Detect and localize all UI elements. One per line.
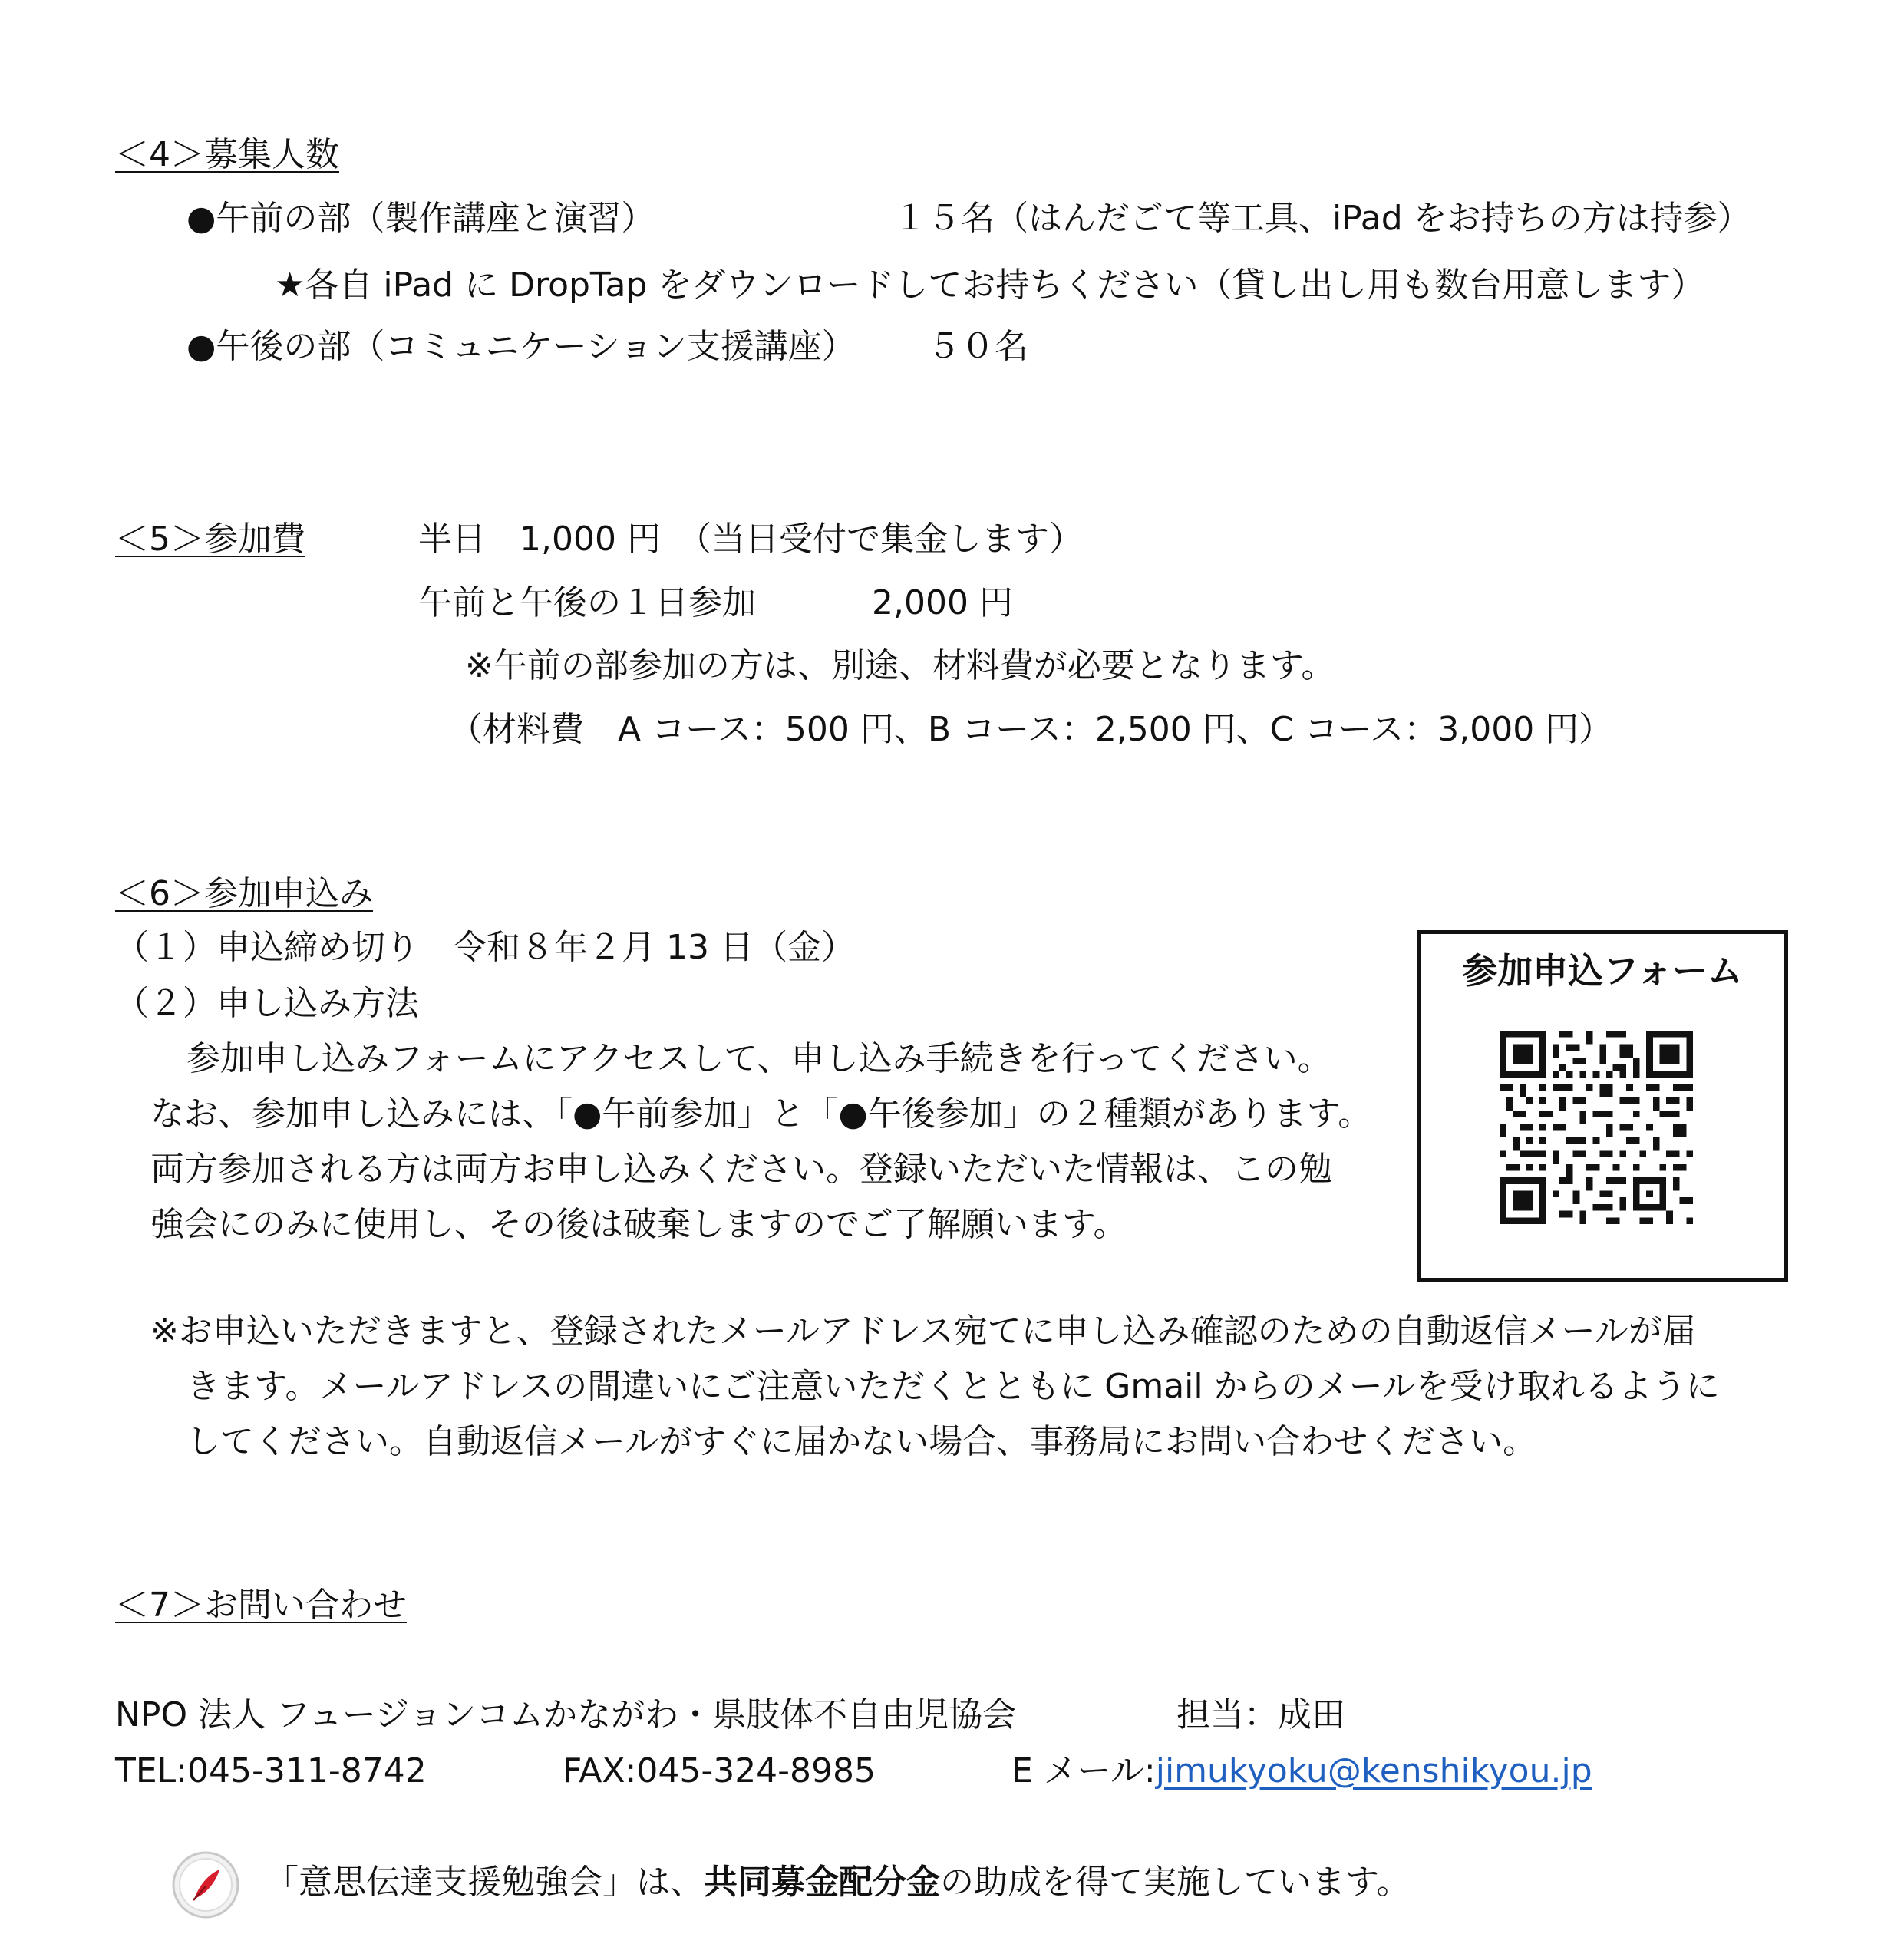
notice-line: きます。メールアドレスの間違いにご注意いただくとともに Gmail からのメールを受け取れるように [186, 1367, 1720, 1406]
method-label: （２）申し込み方法 [115, 984, 419, 1023]
red-feather-icon [172, 1851, 239, 1919]
morning-label: ●午前の部（製作講座と演習） [186, 199, 655, 238]
morning-detail: １５名（はんだごて等工具、iPad をお持ちの方は持参） [893, 199, 1751, 238]
email-row [1011, 1750, 1592, 1793]
qr-code-icon[interactable] [1500, 1031, 1693, 1224]
footer-text-bold: 共同募金配分金 [704, 1863, 940, 1902]
email-link[interactable]: jimukyoku@kenshikyou.jp [1155, 1751, 1592, 1790]
morning-note: ★各自 iPad に DropTap をダウンロードしてお持ちください（貸し出し用も数台用意します） [275, 266, 1705, 305]
footer-text-before: 「意思伝達支援勉強会」は、 [265, 1863, 704, 1902]
full-day-label: 午前と午後の１日参加 [418, 583, 756, 622]
method-paragraph-line: なお、参加申し込みには、「●午前参加」と「●午後参加」の２種類があります。 [150, 1094, 1372, 1134]
method-paragraph-line: 強会にのみに使用し、その後は破棄しますのでご了解願います。 [150, 1205, 1127, 1244]
footer-statement [265, 1861, 1410, 1904]
application-form-qr-panel[interactable] [1417, 930, 1788, 1282]
notice-line: ※お申込いただきますと、登録されたメールアドレス宛てに申し込み確認のための自動返信メールが届 [150, 1312, 1696, 1351]
notice-line: してください。自動返信メールがすぐに届かない場合、事務局にお問い合わせください。 [186, 1422, 1537, 1461]
section7-heading: ＜7＞お問い合わせ [115, 1586, 407, 1625]
section5-heading: ＜5＞参加費 [115, 520, 305, 559]
qr-title: 参加申込フォーム [1462, 950, 1743, 992]
footer-text-after: の助成を得て実施しています。 [940, 1863, 1411, 1902]
method-paragraph-line: 参加申し込みフォームにアクセスして、申し込み手続きを行ってください。 [186, 1039, 1331, 1078]
material-note: ※午前の部参加の方は、別途、材料費が必要となります。 [465, 646, 1335, 685]
material-fees: （材料費 A コース：500 円、B コース：2,500 円、C コース：3,000 円） [449, 710, 1613, 749]
full-day-price: 2,000 円 [872, 583, 1013, 622]
afternoon-label: ●午後の部（コミュニケーション支援講座） [186, 327, 856, 366]
afternoon-detail: ５０名 [927, 327, 1028, 366]
method-paragraph-line: 両方参加される方は両方お申し込みください。登録いただいた情報は、この勉 [150, 1150, 1332, 1189]
email-label: E メール: [1011, 1751, 1156, 1790]
fax: FAX:045-324-8985 [563, 1751, 876, 1790]
deadline: （１）申込締め切り 令和８年２月 13 日（金） [115, 928, 855, 967]
contact-person: 担当：成田 [1176, 1695, 1345, 1734]
section6-heading: ＜6＞参加申込み [115, 874, 373, 913]
section4-heading: ＜4＞募集人数 [115, 135, 339, 174]
organization-name: NPO 法人 フュージョンコムかながわ・県肢体不自由児協会 [115, 1695, 1017, 1734]
tel: TEL:045-311-8742 [115, 1751, 427, 1790]
half-day-fee: 半日 1,000 円 （当日受付で集金します） [418, 520, 1083, 559]
